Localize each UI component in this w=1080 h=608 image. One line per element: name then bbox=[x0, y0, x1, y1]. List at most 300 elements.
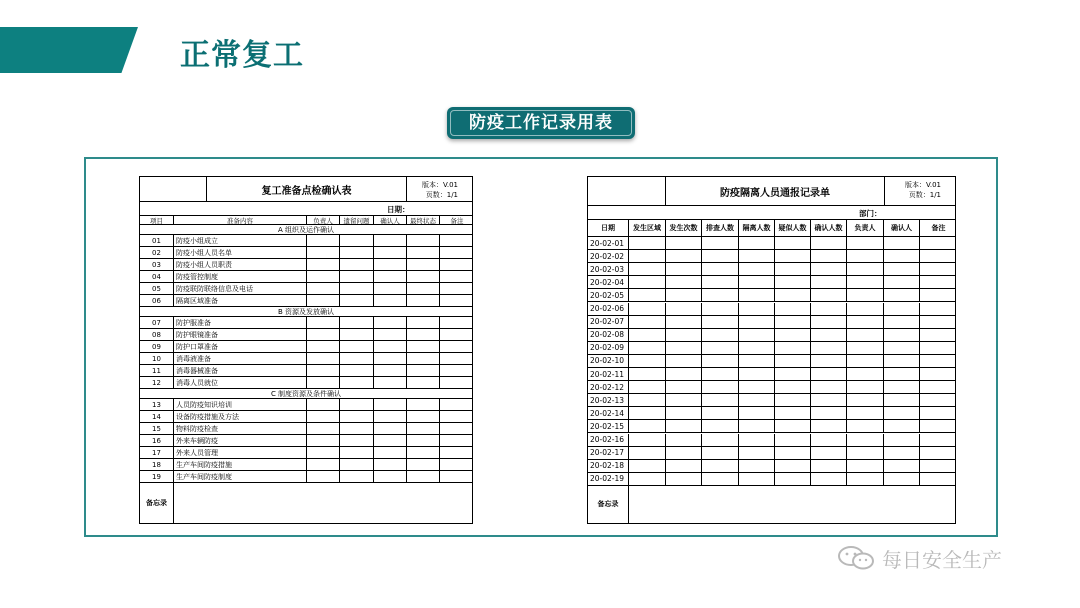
table-row bbox=[588, 303, 955, 316]
table-row bbox=[588, 342, 955, 355]
table-row bbox=[588, 407, 955, 420]
table-row bbox=[140, 235, 472, 247]
empty-cell bbox=[920, 473, 957, 485]
empty-cell bbox=[307, 365, 340, 376]
empty-cell bbox=[440, 471, 474, 482]
empty-cell bbox=[374, 271, 407, 282]
date-cell: 20-02-02 bbox=[588, 250, 629, 262]
empty-cell bbox=[884, 250, 920, 262]
table-row bbox=[588, 447, 955, 460]
empty-cell bbox=[739, 316, 775, 328]
item-content: 防护眼镜准备 bbox=[174, 329, 307, 340]
item-content: 生产车间防疫制度 bbox=[174, 471, 307, 482]
empty-cell bbox=[920, 303, 957, 315]
table-row bbox=[588, 329, 955, 342]
column-header: 日期 bbox=[588, 220, 629, 236]
item-content: 外来车辆防疫 bbox=[174, 435, 307, 446]
empty-cell bbox=[775, 447, 811, 459]
item-number: 08 bbox=[140, 329, 174, 340]
empty-cell bbox=[739, 420, 775, 432]
empty-cell bbox=[307, 247, 340, 258]
empty-cell bbox=[702, 342, 739, 354]
table-row bbox=[588, 473, 955, 486]
date-cell: 20-02-15 bbox=[588, 420, 629, 432]
empty-cell bbox=[307, 435, 340, 446]
empty-cell bbox=[374, 329, 407, 340]
empty-cell bbox=[666, 289, 702, 301]
empty-cell bbox=[811, 342, 847, 354]
empty-cell bbox=[407, 329, 440, 340]
empty-cell bbox=[920, 460, 957, 472]
empty-cell bbox=[775, 473, 811, 485]
empty-cell bbox=[629, 329, 666, 341]
date-row bbox=[140, 202, 472, 216]
logo-cell bbox=[588, 177, 666, 205]
table-row bbox=[140, 435, 472, 447]
empty-cell bbox=[340, 259, 374, 270]
empty-cell bbox=[811, 355, 847, 367]
table-row bbox=[140, 283, 472, 295]
empty-cell bbox=[884, 263, 920, 275]
column-header: 备注 bbox=[931, 224, 946, 232]
empty-cell bbox=[702, 303, 739, 315]
date-cell: 20-02-10 bbox=[588, 355, 629, 367]
header-accent-bar bbox=[0, 27, 138, 73]
table-row bbox=[588, 316, 955, 329]
table-row bbox=[140, 353, 472, 365]
empty-cell bbox=[629, 381, 666, 393]
table-row bbox=[140, 399, 472, 411]
empty-cell bbox=[811, 289, 847, 301]
empty-cell bbox=[340, 283, 374, 294]
empty-cell bbox=[884, 316, 920, 328]
form-header bbox=[140, 177, 472, 202]
empty-cell bbox=[702, 237, 739, 249]
empty-cell bbox=[374, 435, 407, 446]
item-content: 防疫联防联络信息及电话 bbox=[174, 283, 307, 294]
empty-cell bbox=[920, 355, 957, 367]
empty-cell bbox=[775, 381, 811, 393]
empty-cell bbox=[666, 381, 702, 393]
form-header bbox=[588, 177, 955, 206]
empty-cell bbox=[307, 271, 340, 282]
empty-cell bbox=[811, 473, 847, 485]
empty-cell bbox=[374, 283, 407, 294]
empty-cell bbox=[340, 471, 374, 482]
table-row bbox=[140, 259, 472, 271]
empty-cell bbox=[340, 411, 374, 422]
empty-cell bbox=[440, 459, 474, 470]
empty-cell bbox=[847, 460, 884, 472]
empty-cell bbox=[775, 342, 811, 354]
empty-cell bbox=[811, 434, 847, 446]
item-content: 人员防疫知识培训 bbox=[174, 399, 307, 410]
empty-cell bbox=[702, 276, 739, 288]
empty-cell bbox=[884, 329, 920, 341]
empty-cell bbox=[666, 237, 702, 249]
table-row bbox=[140, 447, 472, 459]
empty-cell bbox=[440, 399, 474, 410]
empty-cell bbox=[920, 381, 957, 393]
empty-cell bbox=[666, 407, 702, 419]
empty-cell bbox=[440, 259, 474, 270]
date-cell: 20-02-18 bbox=[588, 460, 629, 472]
column-header: 发生次数 bbox=[666, 220, 702, 236]
empty-cell bbox=[340, 271, 374, 282]
item-content: 防护服准备 bbox=[174, 317, 307, 328]
empty-cell bbox=[666, 303, 702, 315]
empty-cell bbox=[811, 407, 847, 419]
empty-cell bbox=[739, 250, 775, 262]
empty-cell bbox=[374, 259, 407, 270]
empty-cell bbox=[307, 353, 340, 364]
empty-cell bbox=[847, 447, 884, 459]
empty-cell bbox=[374, 423, 407, 434]
date-cell: 20-02-12 bbox=[588, 381, 629, 393]
item-number: 10 bbox=[140, 353, 174, 364]
empty-cell bbox=[666, 447, 702, 459]
date-label: 日期： bbox=[387, 205, 410, 214]
empty-cell bbox=[920, 263, 957, 275]
empty-cell bbox=[374, 399, 407, 410]
section-banner-label: 防疫工作记录用表 bbox=[469, 113, 613, 133]
empty-cell bbox=[847, 237, 884, 249]
empty-cell bbox=[629, 342, 666, 354]
empty-cell bbox=[440, 435, 474, 446]
empty-cell bbox=[666, 394, 702, 406]
empty-cell bbox=[629, 434, 666, 446]
empty-cell bbox=[739, 342, 775, 354]
empty-cell bbox=[629, 303, 666, 315]
empty-cell bbox=[775, 263, 811, 275]
memo-label: 备忘录 bbox=[140, 483, 174, 523]
empty-cell bbox=[407, 317, 440, 328]
form-title: 防疫隔离人员通报记录单 bbox=[666, 177, 885, 205]
empty-cell bbox=[440, 329, 474, 340]
empty-cell bbox=[884, 407, 920, 419]
empty-cell bbox=[920, 289, 957, 301]
column-header: 确认人 bbox=[884, 220, 920, 236]
watermark-text: 每日安全生产 bbox=[882, 547, 1002, 572]
item-content: 防疫管控制度 bbox=[174, 271, 307, 282]
item-content: 消毒液准备 bbox=[174, 353, 307, 364]
table-row bbox=[588, 434, 955, 447]
empty-cell bbox=[847, 250, 884, 262]
empty-cell bbox=[440, 353, 474, 364]
item-number: 17 bbox=[140, 447, 174, 458]
item-content: 消毒器械准备 bbox=[174, 365, 307, 376]
empty-cell bbox=[407, 399, 440, 410]
table-row bbox=[588, 276, 955, 289]
empty-cell bbox=[629, 460, 666, 472]
empty-cell bbox=[847, 303, 884, 315]
empty-cell bbox=[374, 317, 407, 328]
empty-cell bbox=[884, 394, 920, 406]
empty-cell bbox=[407, 295, 440, 306]
empty-cell bbox=[884, 289, 920, 301]
empty-cell bbox=[884, 342, 920, 354]
empty-cell bbox=[307, 423, 340, 434]
column-header-row bbox=[588, 220, 955, 237]
table-row bbox=[140, 341, 472, 353]
empty-cell bbox=[702, 394, 739, 406]
column-header: 排查人数 bbox=[702, 220, 739, 236]
date-cell: 20-02-19 bbox=[588, 473, 629, 485]
empty-cell bbox=[739, 237, 775, 249]
empty-cell bbox=[666, 420, 702, 432]
empty-cell bbox=[847, 355, 884, 367]
empty-cell bbox=[920, 250, 957, 262]
item-number: 09 bbox=[140, 341, 174, 352]
column-header: 负责人 bbox=[307, 216, 340, 224]
item-content: 外来人员管理 bbox=[174, 447, 307, 458]
empty-cell bbox=[847, 434, 884, 446]
empty-cell bbox=[739, 434, 775, 446]
empty-cell bbox=[920, 342, 957, 354]
empty-cell bbox=[666, 342, 702, 354]
pages-label: 页数：1/1 bbox=[425, 191, 458, 199]
empty-cell bbox=[702, 407, 739, 419]
empty-cell bbox=[884, 434, 920, 446]
empty-cell bbox=[340, 295, 374, 306]
version-label: 版本：V.01 bbox=[421, 181, 458, 189]
table-row bbox=[140, 271, 472, 283]
empty-cell bbox=[702, 447, 739, 459]
empty-cell bbox=[884, 368, 920, 380]
empty-cell bbox=[884, 460, 920, 472]
form-title: 复工准备点检确认表 bbox=[207, 177, 407, 201]
empty-cell bbox=[775, 434, 811, 446]
empty-cell bbox=[374, 247, 407, 258]
empty-cell bbox=[374, 411, 407, 422]
empty-cell bbox=[440, 271, 474, 282]
empty-cell bbox=[775, 250, 811, 262]
table-row bbox=[140, 411, 472, 423]
version-label: 版本：V.01 bbox=[904, 181, 941, 189]
empty-cell bbox=[702, 460, 739, 472]
empty-cell bbox=[629, 473, 666, 485]
empty-cell bbox=[374, 471, 407, 482]
empty-cell bbox=[739, 329, 775, 341]
empty-cell bbox=[884, 303, 920, 315]
empty-cell bbox=[629, 289, 666, 301]
empty-cell bbox=[440, 447, 474, 458]
item-number: 13 bbox=[140, 399, 174, 410]
empty-cell bbox=[440, 247, 474, 258]
empty-cell bbox=[739, 460, 775, 472]
empty-cell bbox=[407, 423, 440, 434]
empty-cell bbox=[702, 289, 739, 301]
empty-cell bbox=[307, 295, 340, 306]
empty-cell bbox=[340, 353, 374, 364]
empty-cell bbox=[920, 420, 957, 432]
date-cell: 20-02-01 bbox=[588, 237, 629, 249]
empty-cell bbox=[811, 447, 847, 459]
empty-cell bbox=[811, 460, 847, 472]
empty-cell bbox=[847, 381, 884, 393]
empty-cell bbox=[340, 329, 374, 340]
item-number: 15 bbox=[140, 423, 174, 434]
empty-cell bbox=[811, 263, 847, 275]
section-title: A 组织及运作确认 bbox=[140, 225, 472, 235]
empty-cell bbox=[884, 355, 920, 367]
empty-cell bbox=[307, 317, 340, 328]
empty-cell bbox=[739, 355, 775, 367]
item-content: 消毒人员就位 bbox=[174, 377, 307, 388]
empty-cell bbox=[374, 353, 407, 364]
empty-cell bbox=[739, 263, 775, 275]
empty-cell bbox=[920, 434, 957, 446]
empty-cell bbox=[629, 355, 666, 367]
empty-cell bbox=[739, 473, 775, 485]
empty-cell bbox=[920, 276, 957, 288]
empty-cell bbox=[775, 276, 811, 288]
empty-cell bbox=[702, 329, 739, 341]
empty-cell bbox=[407, 353, 440, 364]
table-row bbox=[588, 420, 955, 433]
empty-cell bbox=[847, 329, 884, 341]
empty-cell bbox=[407, 447, 440, 458]
empty-cell bbox=[340, 399, 374, 410]
empty-cell bbox=[407, 365, 440, 376]
empty-cell bbox=[811, 368, 847, 380]
empty-cell bbox=[307, 329, 340, 340]
empty-cell bbox=[307, 259, 340, 270]
table-row bbox=[140, 423, 472, 435]
empty-cell bbox=[629, 407, 666, 419]
empty-cell bbox=[629, 447, 666, 459]
empty-cell bbox=[739, 447, 775, 459]
memo-row bbox=[588, 486, 955, 523]
table-row bbox=[140, 247, 472, 259]
empty-cell bbox=[920, 237, 957, 249]
empty-cell bbox=[374, 235, 407, 246]
empty-cell bbox=[340, 435, 374, 446]
empty-cell bbox=[407, 435, 440, 446]
item-number: 03 bbox=[140, 259, 174, 270]
date-cell: 20-02-09 bbox=[588, 342, 629, 354]
empty-cell bbox=[307, 341, 340, 352]
empty-cell bbox=[666, 355, 702, 367]
dept-row bbox=[588, 206, 955, 220]
empty-cell bbox=[920, 316, 957, 328]
empty-cell bbox=[307, 447, 340, 458]
item-number: 12 bbox=[140, 377, 174, 388]
version-info bbox=[407, 177, 472, 201]
empty-cell bbox=[407, 471, 440, 482]
empty-cell bbox=[440, 411, 474, 422]
table-row bbox=[588, 394, 955, 407]
empty-cell bbox=[775, 303, 811, 315]
table-row bbox=[140, 365, 472, 377]
empty-cell bbox=[307, 235, 340, 246]
date-cell: 20-02-13 bbox=[588, 394, 629, 406]
dept-label: 部门： bbox=[859, 209, 882, 218]
item-number: 18 bbox=[140, 459, 174, 470]
empty-cell bbox=[407, 271, 440, 282]
empty-cell bbox=[811, 394, 847, 406]
empty-cell bbox=[847, 342, 884, 354]
date-cell: 20-02-07 bbox=[588, 316, 629, 328]
empty-cell bbox=[775, 394, 811, 406]
empty-cell bbox=[440, 377, 474, 388]
table-row bbox=[588, 237, 955, 250]
date-cell: 20-02-03 bbox=[588, 263, 629, 275]
empty-cell bbox=[775, 460, 811, 472]
empty-cell bbox=[811, 237, 847, 249]
empty-cell bbox=[811, 329, 847, 341]
empty-cell bbox=[775, 237, 811, 249]
table-row bbox=[140, 459, 472, 471]
memo-label: 备忘录 bbox=[588, 486, 629, 523]
item-content: 物料防疫检查 bbox=[174, 423, 307, 434]
empty-cell bbox=[775, 355, 811, 367]
section-banner bbox=[447, 107, 635, 139]
empty-cell bbox=[775, 289, 811, 301]
table-row bbox=[588, 368, 955, 381]
date-cell: 20-02-11 bbox=[588, 368, 629, 380]
empty-cell bbox=[739, 381, 775, 393]
item-content: 防护口罩准备 bbox=[174, 341, 307, 352]
empty-cell bbox=[847, 394, 884, 406]
table-row bbox=[588, 263, 955, 276]
date-cell: 20-02-06 bbox=[588, 303, 629, 315]
column-header-row bbox=[140, 216, 472, 225]
section-title: B 资源及发放确认 bbox=[140, 307, 472, 317]
empty-cell bbox=[739, 276, 775, 288]
empty-cell bbox=[884, 381, 920, 393]
table-row bbox=[140, 317, 472, 329]
empty-cell bbox=[629, 263, 666, 275]
table-row bbox=[588, 355, 955, 368]
item-number: 06 bbox=[140, 295, 174, 306]
empty-cell bbox=[811, 316, 847, 328]
empty-cell bbox=[374, 341, 407, 352]
empty-cell bbox=[307, 399, 340, 410]
item-number: 19 bbox=[140, 471, 174, 482]
empty-cell bbox=[666, 434, 702, 446]
empty-cell bbox=[775, 407, 811, 419]
item-number: 16 bbox=[140, 435, 174, 446]
empty-cell bbox=[407, 411, 440, 422]
empty-cell bbox=[702, 473, 739, 485]
empty-cell bbox=[440, 317, 474, 328]
empty-cell bbox=[847, 263, 884, 275]
item-number: 14 bbox=[140, 411, 174, 422]
column-header: 隔离人数 bbox=[739, 220, 775, 236]
empty-cell bbox=[847, 316, 884, 328]
empty-cell bbox=[920, 329, 957, 341]
empty-cell bbox=[374, 447, 407, 458]
table-row bbox=[140, 471, 472, 483]
column-header: 疑似人数 bbox=[775, 220, 811, 236]
empty-cell bbox=[340, 365, 374, 376]
item-content: 防疫小组成立 bbox=[174, 235, 307, 246]
empty-cell bbox=[629, 237, 666, 249]
date-cell: 20-02-04 bbox=[588, 276, 629, 288]
empty-cell bbox=[307, 471, 340, 482]
empty-cell bbox=[374, 459, 407, 470]
empty-cell bbox=[307, 283, 340, 294]
item-number: 02 bbox=[140, 247, 174, 258]
empty-cell bbox=[847, 473, 884, 485]
item-number: 07 bbox=[140, 317, 174, 328]
empty-cell bbox=[374, 365, 407, 376]
empty-cell bbox=[666, 250, 702, 262]
wechat-icon bbox=[836, 544, 876, 572]
empty-cell bbox=[666, 316, 702, 328]
item-number: 01 bbox=[140, 235, 174, 246]
